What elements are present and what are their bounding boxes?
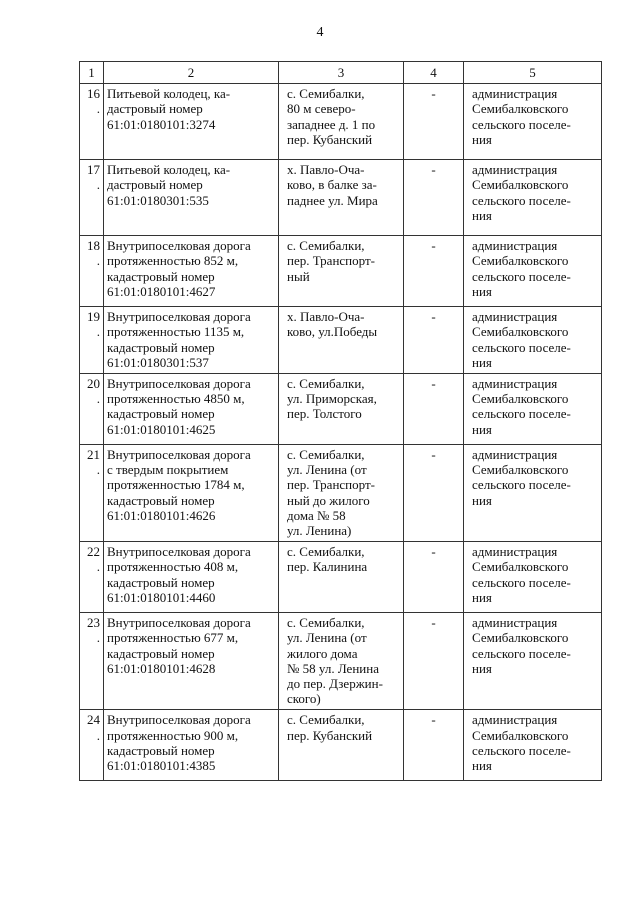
owner-organization: администрация Семибалковского сельского поселе- ния	[464, 84, 602, 160]
table-row	[80, 84, 602, 160]
object-description: Внутрипоселковая дорога протяженностью 852 м, кадастровый номер 61:01:0180101:4627	[104, 236, 279, 307]
object-location: х. Павло-Оча- ково, в балке за- паднее ул. Мира	[279, 160, 404, 236]
row-number: 19.	[80, 307, 104, 374]
column-4-value: -	[404, 84, 464, 160]
header-col-5: 5	[464, 62, 602, 84]
owner-organization: администрация Семибалковского сельского поселе- ния	[464, 445, 602, 542]
column-4-value: -	[404, 613, 464, 710]
owner-organization: администрация Семибалковского сельского поселе- ния	[464, 374, 602, 445]
object-location: с. Семибалки, ул. Ленина (от пер. Транспорт- ный до жилого дома № 58 ул. Ленина)	[279, 445, 404, 542]
owner-organization: администрация Семибалковского сельского поселе- ния	[464, 160, 602, 236]
object-location: с. Семибалки, пер. Транспорт- ный	[279, 236, 404, 307]
object-description: Внутрипоселковая дорога протяженностью 900 м, кадастровый номер 61:01:0180101:4385	[104, 710, 279, 781]
table-row	[80, 374, 602, 445]
registry-table	[79, 61, 602, 781]
object-description: Питьевой колодец, ка- дастровый номер 61:01:0180101:3274	[104, 84, 279, 160]
table-row	[80, 613, 602, 710]
header-col-3: 3	[279, 62, 404, 84]
row-number: 23.	[80, 613, 104, 710]
column-4-value: -	[404, 542, 464, 613]
object-location: с. Семибалки, пер. Калинина	[279, 542, 404, 613]
table-row	[80, 160, 602, 236]
column-4-value: -	[404, 307, 464, 374]
object-description: Внутрипоселковая дорога с твердым покрытием протяженностью 1784 м, кадастровый номер 61:01:0180101:4626	[104, 445, 279, 542]
header-col-4: 4	[404, 62, 464, 84]
owner-organization: администрация Семибалковского сельского поселе- ния	[464, 236, 602, 307]
owner-organization: администрация Семибалковского сельского поселе- ния	[464, 542, 602, 613]
object-description: Внутрипоселковая дорога протяженностью 408 м, кадастровый номер 61:01:0180101:4460	[104, 542, 279, 613]
row-number: 22.	[80, 542, 104, 613]
object-description: Внутрипоселковая дорога протяженностью 1135 м, кадастровый номер 61:01:0180301:537	[104, 307, 279, 374]
column-4-value: -	[404, 445, 464, 542]
row-number: 24.	[80, 710, 104, 781]
header-col-2: 2	[104, 62, 279, 84]
column-4-value: -	[404, 374, 464, 445]
column-4-value: -	[404, 710, 464, 781]
row-number: 21.	[80, 445, 104, 542]
object-description: Внутрипоселковая дорога протяженностью 677 м, кадастровый номер 61:01:0180101:4628	[104, 613, 279, 710]
table-header-row	[80, 62, 602, 84]
object-description: Питьевой колодец, ка- дастровый номер 61:01:0180301:535	[104, 160, 279, 236]
owner-organization: администрация Семибалковского сельского поселе- ния	[464, 710, 602, 781]
table-row	[80, 710, 602, 781]
owner-organization: администрация Семибалковского сельского поселе- ния	[464, 613, 602, 710]
header-col-1: 1	[80, 62, 104, 84]
row-number: 16.	[80, 84, 104, 160]
row-number: 18.	[80, 236, 104, 307]
object-location: с. Семибалки, ул. Приморская, пер. Толстого	[279, 374, 404, 445]
object-description: Внутрипоселковая дорога протяженностью 4850 м, кадастровый номер 61:01:0180101:4625	[104, 374, 279, 445]
page-number: 4	[316, 25, 324, 40]
owner-organization: администрация Семибалковского сельского поселе- ния	[464, 307, 602, 374]
row-number: 20.	[80, 374, 104, 445]
object-location: х. Павло-Оча- ково, ул.Победы	[279, 307, 404, 374]
column-4-value: -	[404, 160, 464, 236]
column-4-value: -	[404, 236, 464, 307]
object-location: с. Семибалки, 80 м северо- западнее д. 1 по пер. Кубанский	[279, 84, 404, 160]
table-row	[80, 542, 602, 613]
table-row	[80, 445, 602, 542]
table-row	[80, 236, 602, 307]
table-row	[80, 307, 602, 374]
object-location: с. Семибалки, ул. Ленина (от жилого дома № 58 ул. Ленина до пер. Дзержин- ского)	[279, 613, 404, 710]
object-location: с. Семибалки, пер. Кубанский	[279, 710, 404, 781]
row-number: 17.	[80, 160, 104, 236]
